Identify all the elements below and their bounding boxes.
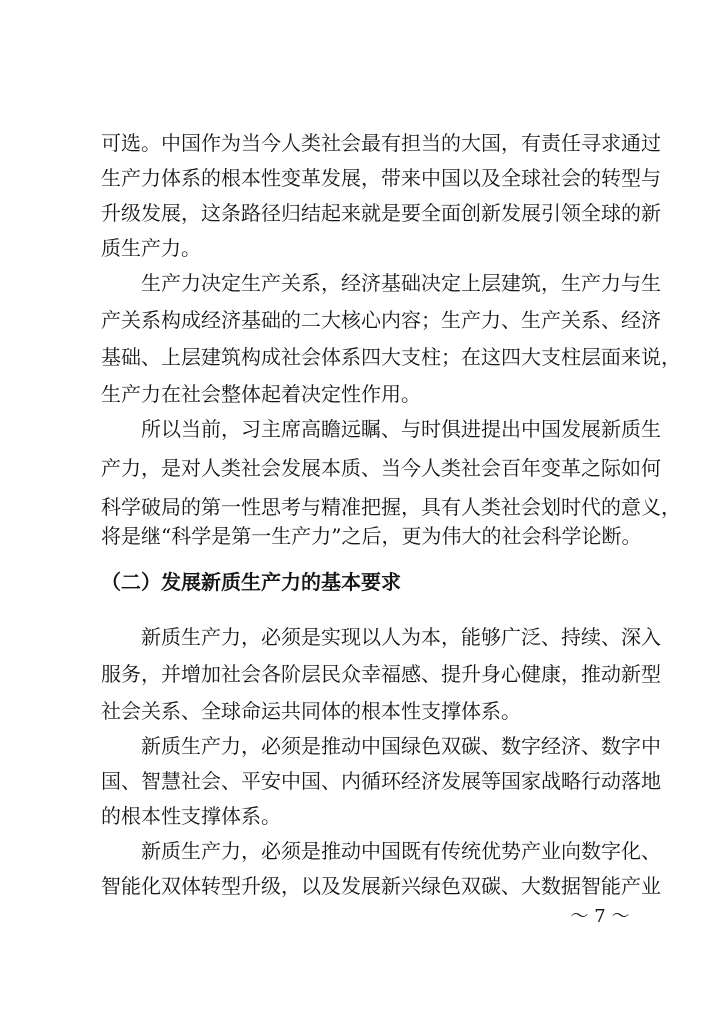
text-line: 社会关系、全球命运共同体的根本性支撑体系。 <box>101 699 521 723</box>
text-line: 基础、上层建筑构成社会体系四大支柱；在这四大支柱层面来说， <box>101 345 681 369</box>
text-line: 的根本性支撑体系。 <box>101 804 281 828</box>
text-line: 新质生产力，必须是推动中国既有传统优势产业向数字化、 <box>141 839 661 863</box>
text-line: 可选。中国作为当今人类社会最有担当的大国，有责任寻求通过 <box>101 131 661 155</box>
text-line: 新质生产力，必须是实现以人为本，能够广泛、持续、深入 <box>141 625 661 649</box>
text-line: 质生产力。 <box>101 236 201 260</box>
text-line: 将是继“科学是第一生产力”之后，更为伟大的社会科学论断。 <box>101 524 642 548</box>
text-line: 科学破局的第一性思考与精准把握，具有人类社会划时代的意义， <box>101 495 681 519</box>
page-number: ～ 7 ～ <box>570 906 630 927</box>
text-line: 产关系构成经济基础的二大核心内容；生产力、生产关系、经济 <box>101 308 661 332</box>
text-line: 升级发展，这条路径归结起来就是要全面创新发展引领全球的新 <box>101 201 661 225</box>
text-line: 生产力决定生产关系，经济基础决定上层建筑，生产力与生 <box>141 271 661 295</box>
section-heading: （二）发展新质生产力的基本要求 <box>101 570 401 594</box>
text-line: 服务，并增加社会各阶层民众幸福感、提升身心健康，推动新型 <box>101 662 661 686</box>
text-line: 所以当前，习主席高瞻远瞩、与时俱进提出中国发展新质生 <box>141 417 661 441</box>
text-line: 产力，是对人类社会发展本质、当今人类社会百年变革之际如何 <box>101 456 661 480</box>
text-line: 智能化双体转型升级，以及发展新兴绿色双碳、大数据智能产业 <box>101 874 661 898</box>
text-line: 国、智慧社会、平安中国、内循环经济发展等国家战略行动落地 <box>101 769 661 793</box>
text-line: 新质生产力，必须是推动中国绿色双碳、数字经济、数字中 <box>141 734 661 758</box>
text-line: 生产力体系的根本性变革发展，带来中国以及全球社会的转型与 <box>101 166 661 190</box>
text-line: 生产力在社会整体起着决定性作用。 <box>101 382 421 406</box>
